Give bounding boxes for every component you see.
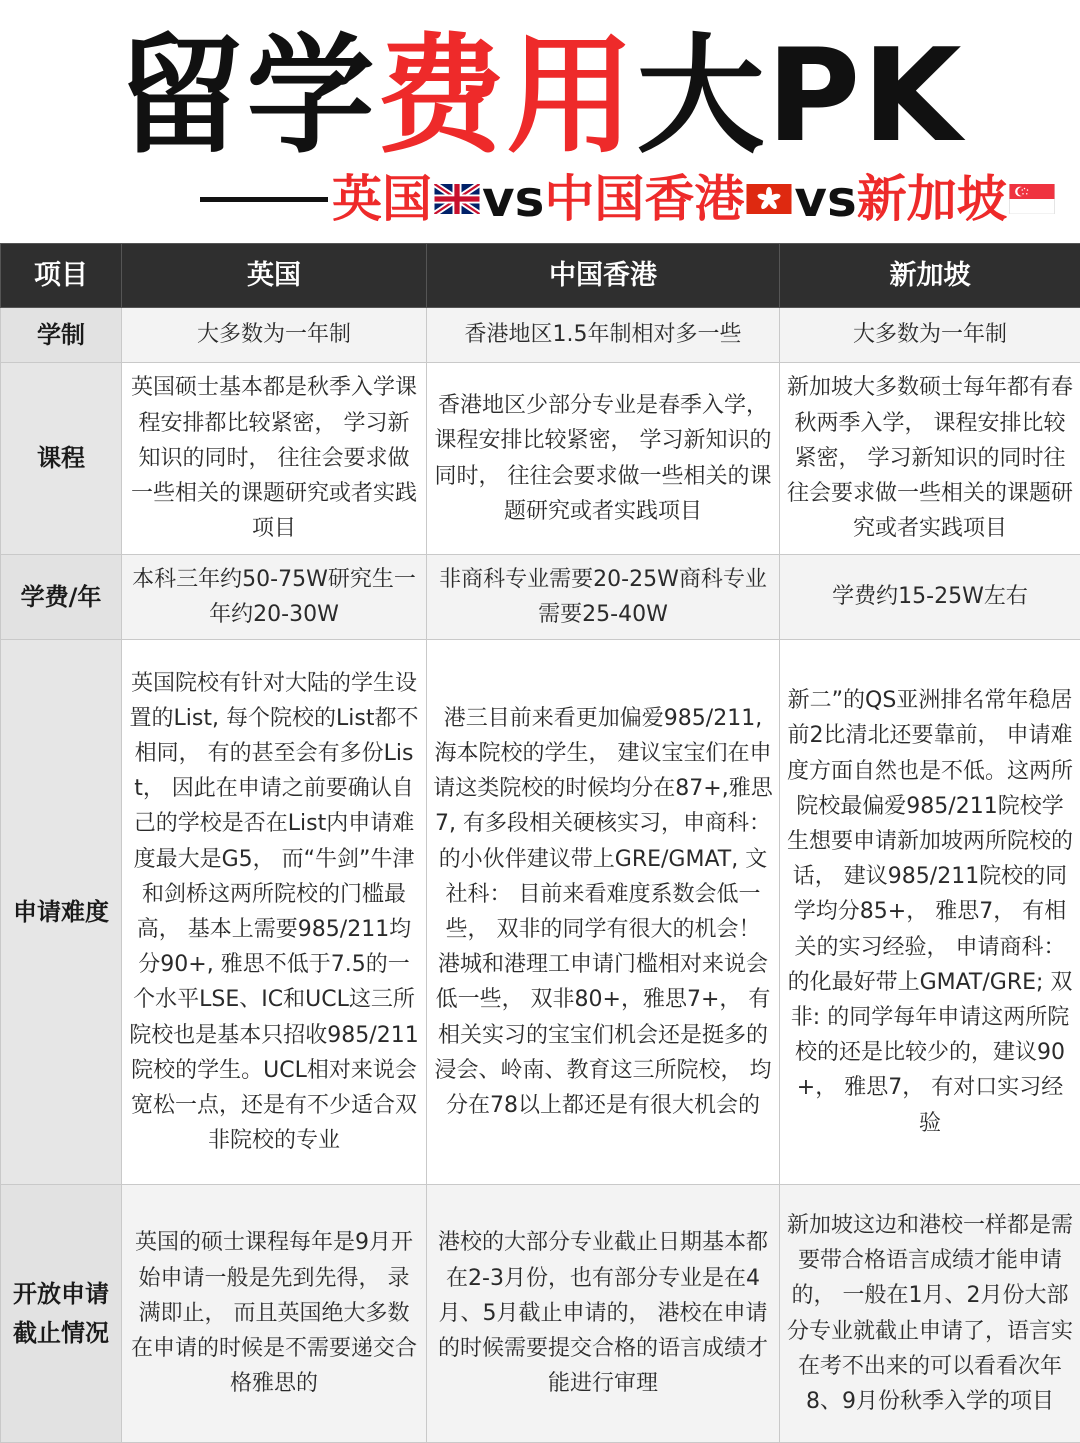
- header-hk: 中国香港: [427, 244, 780, 308]
- cell-hk: 港校的大部分专业截止日期基本都在2-3月份，也有部分专业是在4月、5月截止申请的， 港校在申请的时候需要提交合格的语言成绩才能进行审理: [427, 1185, 780, 1443]
- subtitle-vs-2: vs: [794, 170, 857, 228]
- row-label: 课程: [1, 363, 122, 555]
- singapore-flag-icon: [1009, 184, 1055, 214]
- cell-hk: 香港地区少部分专业是春季入学， 课程安排比较紧密， 学习新知识的同时， 往往会要求做一些相关的课题研究或者实践项目: [427, 363, 780, 555]
- table-row: [1, 555, 1080, 640]
- cell-uk: 英国硕士基本都是秋季入学课程安排都比较紧密， 学习新知识的同时， 往往会要求做一些相关的课题研究或者实践项目: [122, 363, 427, 555]
- cell-sg: 新加坡大多数硕士每年都有春秋两季入学， 课程安排比较紧密， 学习新知识的同时往往会要求做一些相关的课题研究或者实践项目: [780, 363, 1080, 555]
- hk-flag-icon: [746, 184, 792, 214]
- table-row: [1, 363, 1080, 555]
- row-label: 学费/年: [1, 555, 122, 640]
- poster-header: [0, 0, 1080, 243]
- subtitle-uk: 英国: [332, 170, 432, 228]
- cell-uk: 大多数为一年制: [122, 308, 427, 363]
- table-row: [1, 308, 1080, 363]
- uk-flag-icon: [434, 184, 480, 214]
- subtitle-vs-1: vs: [482, 170, 545, 228]
- row-label: 申请难度: [1, 640, 122, 1185]
- title-part-2: 费用: [376, 22, 637, 171]
- cell-uk: 英国的硕士课程每年是9月开始申请一般是先到先得， 录满即止， 而且英国绝大多数在申请的时候是不需要递交合格雅思的: [122, 1185, 427, 1443]
- table-row: [1, 1185, 1080, 1443]
- cell-sg: 新二”的QS亚洲排名常年稳居前2比清北还要靠前， 申请难度方面自然也是不低。这两所院校最偏爱985/211院校学生想要申请新加坡两所院校的话， 建议985/211院校的同学均分85+， 雅思7， 有相关的实习经验， 申请商科： 的化最好带上GMAT/GRE; 双非: 的同学每年申请这两所院校的还是比较少的，建议90+， 雅思7， 有对口实习经验: [780, 640, 1080, 1185]
- page-title: [0, 22, 1080, 172]
- cell-hk: 非商科专业需要20-25W商科专业需要25-40W: [427, 555, 780, 640]
- comparison-table: [0, 243, 1080, 1443]
- row-label: 开放申请截止情况: [1, 1185, 122, 1443]
- header-uk: 英国: [122, 244, 427, 308]
- header-sg: 新加坡: [780, 244, 1080, 308]
- cell-sg: 新加坡这边和港校一样都是需要带合格语言成绩才能申请的， 一般在1月、2月份大部分专业就截止申请了，语言实在考不出来的可以看看次年8、9月份秋季入学的项目: [780, 1185, 1080, 1443]
- table-header-row: [1, 244, 1080, 308]
- page-subtitle: [200, 168, 1057, 230]
- dash-divider: [200, 197, 328, 202]
- cell-sg: 大多数为一年制: [780, 308, 1080, 363]
- table-row: [1, 640, 1080, 1185]
- subtitle-hk: 中国香港: [544, 170, 745, 228]
- cell-uk: 英国院校有针对大陆的学生设置的List, 每个院校的List都不相同， 有的甚至会有多份List， 因此在申请之前要确认自己的学校是否在List内申请难度最大是G5， 而“牛剑”牛津和剑桥这两所院校的门槛最高， 基本上需要985/211均分90+, 雅思不低于7.5的一个水平LSE、IC和UCL这三所院校也是基本只招收985/211院校的学生。UCL相对来说会宽松一点，还是有不少适合双非院校的专业: [122, 640, 427, 1185]
- cell-hk: 港三目前来看更加偏爱985/211,海本院校的学生， 建议宝宝们在申请这类院校的时候均分在87+,雅思7, 有多段相关硬核实习，申商科： 的小伙伴建议带上GRE/GMAT, 文社科： 目前来看难度系数会低一些， 双非的同学有很大的机会！ 港城和港理工申请门槛相对来说会低一些， 双非80+，雅思7+， 有相关实习的宝宝们机会还是挺多的浸会、岭南、教育这三所院校， 均分在78以上都还是有很大机会的: [427, 640, 780, 1185]
- subtitle-sg: 新加坡: [856, 170, 1007, 228]
- cell-uk: 本科三年约50-75W研究生一年约20-30W: [122, 555, 427, 640]
- title-part-1: 留学: [116, 22, 377, 171]
- cell-hk: 香港地区1.5年制相对多一些: [427, 308, 780, 363]
- cell-sg: 学费约15-25W左右: [780, 555, 1080, 640]
- title-part-3: 大PK: [636, 22, 964, 171]
- row-label: 学制: [1, 308, 122, 363]
- header-item: 项目: [1, 244, 122, 308]
